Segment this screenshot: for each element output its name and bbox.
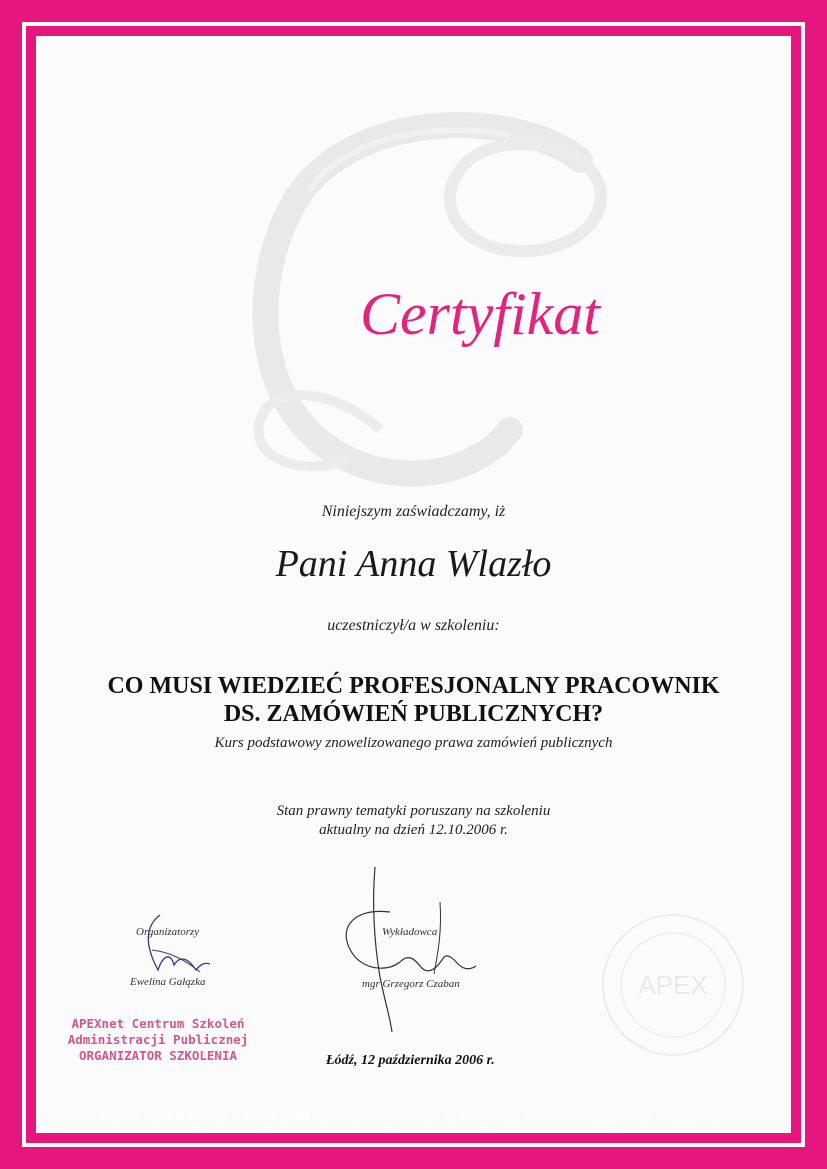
lecturer-name: mgr Grzegorz Czaban xyxy=(362,978,460,990)
legal-status xyxy=(0,802,827,840)
legal-status-line-1: Stan prawny tematyki poruszany na szkoleniu xyxy=(276,803,551,819)
recipient-name: Pani Anna Wlazło xyxy=(275,543,552,585)
course-title-line-1: CO MUSI WIEDZIEĆ PROFESJONALNY PRACOWNIK xyxy=(107,673,720,699)
legal-status-line-2: aktualny na dzień 12.10.2006 r. xyxy=(319,822,508,838)
organizer-name: Ewelina Gałązka xyxy=(130,976,206,988)
course-subtitle: Kurs podstawowy znowelizowanego prawa zamówień publicznych xyxy=(214,735,613,751)
footer-contact-info: APEXnet CSAP: Pl. Czerwca 1976 r. 1B, 02-495 Warszawa, tel. 022 312-3000, fax 022 312-3001, e-mail: szkolenia@apexnet.pl, www.apexnet.pl xyxy=(101,1113,726,1124)
course-title xyxy=(0,672,827,728)
stamp-line-2: Administracji Publicznej xyxy=(67,1032,249,1047)
certificate-title: Certyfikat xyxy=(360,281,600,347)
intro-text: Niniejszym zaświadczamy, iż xyxy=(321,503,506,520)
lecturer-label: Wykładowca xyxy=(382,926,438,938)
stamp-line-3: ORGANIZATOR SZKOLENIA xyxy=(78,1048,238,1063)
participation-text: uczestniczył/a w szkoleniu: xyxy=(327,617,500,634)
course-title-line-2: DS. ZAMÓWIEŃ PUBLICZNYCH? xyxy=(223,701,604,727)
stamp-line-1: APEXnet Centrum Szkoleń xyxy=(71,1016,245,1031)
organizer-stamp xyxy=(58,1016,258,1064)
seal-logo-text: APEX xyxy=(638,970,708,1000)
organizers-label: Organizatorzy xyxy=(136,926,200,938)
lecturer-signature xyxy=(330,862,480,1037)
embossed-seal xyxy=(598,910,748,1060)
place-and-date: Łódź, 12 października 2006 r. xyxy=(326,1053,495,1068)
